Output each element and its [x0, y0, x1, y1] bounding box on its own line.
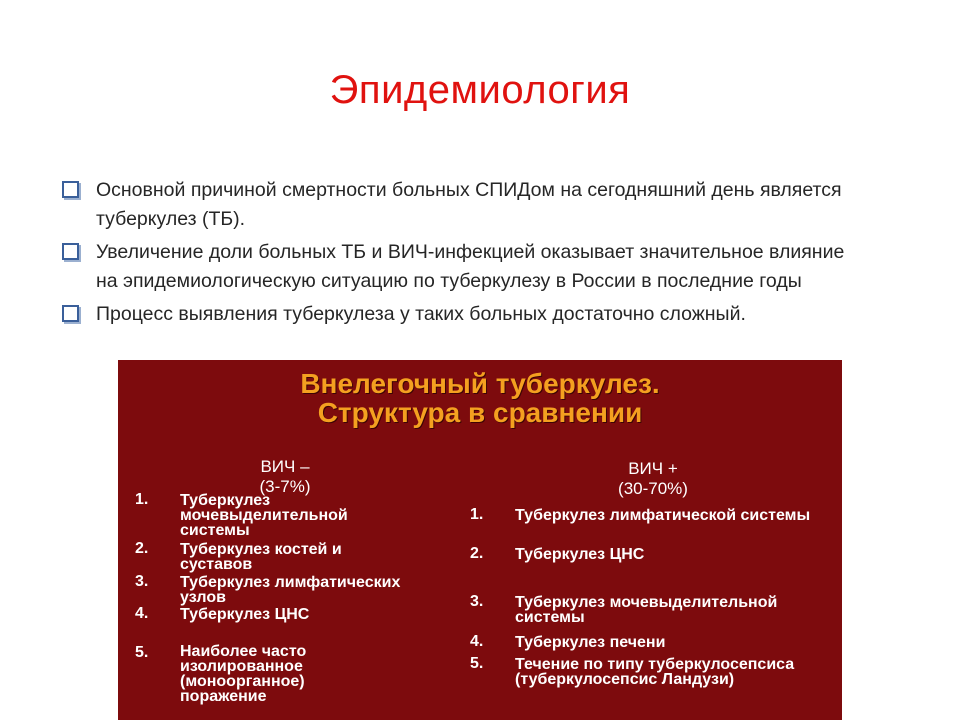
right-item-text: Туберкулез мочевыделительной системы — [515, 594, 778, 626]
left-item-text: Наиболее часто изолированное (моноорганное) поражение — [180, 643, 307, 705]
left-item-text: Туберкулез ЦНС — [180, 606, 310, 623]
left-item-number: 1. — [135, 491, 149, 508]
left-header-label: ВИЧ – — [260, 457, 310, 476]
bullet-text: Процесс выявления туберкулеза у таких больных достаточно сложный. — [96, 303, 746, 325]
left-item-text: Туберкулез мочевыделительной системы — [180, 492, 348, 539]
right-item-number: 4. — [470, 633, 484, 650]
bullet-text: Увеличение доли больных ТБ и ВИЧ-инфекцией оказывает значительное влияние на эпидемиологическую ситуацию по туберкулезу в России в последние годы — [96, 241, 845, 292]
right-item-text: Туберкулез печени — [515, 634, 666, 651]
checkbox-bullet-icon — [62, 181, 79, 198]
left-item-number: 4. — [135, 605, 149, 622]
right-header-range: (30-70%) — [618, 479, 688, 498]
left-item-number: 2. — [135, 540, 149, 557]
right-column-header — [588, 459, 718, 499]
panel-title-line2: Структура в сравнении — [317, 397, 643, 428]
right-item-number: 2. — [470, 545, 484, 562]
left-item-number: 3. — [135, 573, 149, 590]
checkbox-bullet-icon — [62, 243, 79, 260]
right-item-text: Туберкулез ЦНС — [515, 546, 645, 563]
comparison-panel — [118, 360, 842, 720]
left-item-text: Туберкулез костей и суставов — [180, 541, 342, 573]
panel-title-line1: Внелегочный туберкулез. — [300, 368, 660, 399]
left-header-range: (3-7%) — [259, 477, 311, 496]
bullet-item — [58, 176, 858, 234]
slide-title: Эпидемиология — [329, 68, 631, 112]
right-item-number: 5. — [470, 655, 484, 672]
bullet-item — [58, 238, 858, 296]
bullet-text: Основной причиной смертности больных СПИДом на сегодняшний день является туберкулез (ТБ). — [96, 179, 842, 230]
right-item-text: Течение по типу туберкулосепсиса (туберкулосепсис Ландузи) — [515, 656, 795, 688]
right-item-number: 3. — [470, 593, 484, 610]
right-header-label: ВИЧ + — [628, 459, 678, 478]
left-column-header — [230, 457, 340, 497]
left-item-number: 5. — [135, 644, 149, 661]
bullet-item — [58, 300, 858, 329]
right-item-number: 1. — [470, 506, 484, 523]
right-item-text: Туберкулез лимфатической системы — [515, 507, 811, 524]
left-item-text: Туберкулез лимфатических узлов — [180, 574, 401, 606]
checkbox-bullet-icon — [62, 305, 79, 322]
bullet-list — [58, 176, 858, 333]
